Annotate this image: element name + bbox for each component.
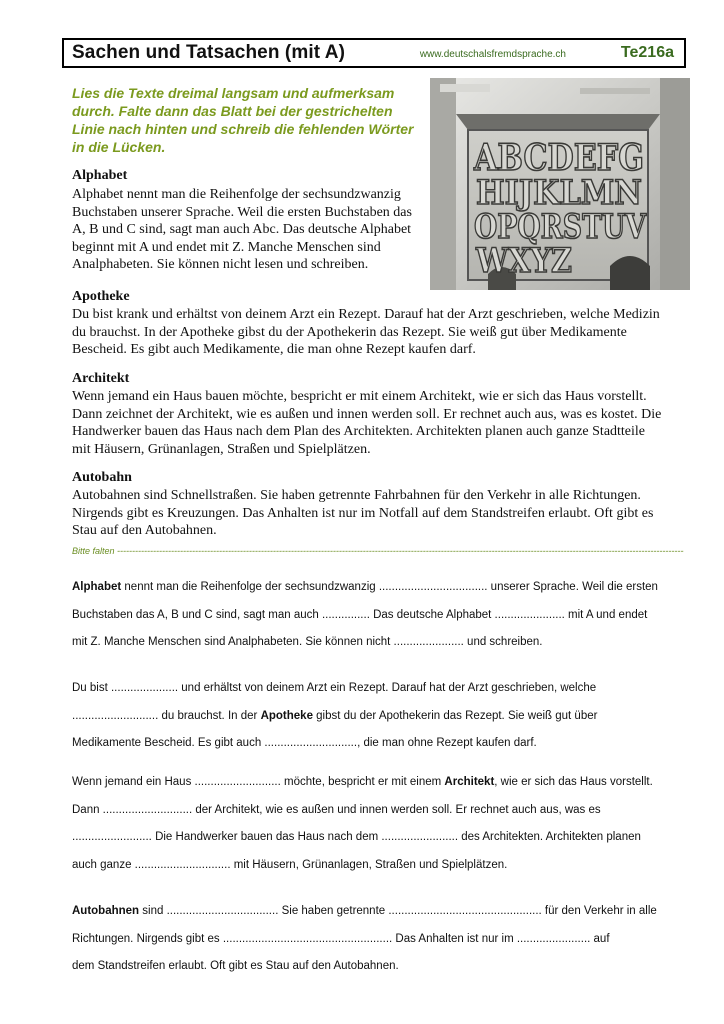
text-line: Bescheid. Es gibt auch Medikamente, die man ohne Rezept kaufen darf. — [72, 342, 476, 357]
cloze-keyword: Autobahnen — [72, 905, 140, 917]
cloze-line — [72, 797, 692, 825]
cloze-text: sind ................................... Sie haben getrennte ................................................ für den Verkehr in alle — [139, 905, 657, 917]
page-title: Sachen und Tatsachen (mit A) — [72, 42, 346, 63]
cloze-keyword: Apotheke — [260, 709, 313, 722]
cloze-line — [72, 602, 692, 630]
cloze-line — [72, 769, 692, 797]
section-text-architekt — [72, 388, 661, 458]
cloze-paragraph-apotheke — [72, 675, 692, 758]
section-text-alphabet — [72, 186, 412, 274]
cloze-paragraph-alphabet — [72, 574, 692, 657]
cloze-text: Wenn jemand ein Haus ........................... möchte, bespricht er mit einem — [72, 776, 445, 788]
text-line: du brauchst. In der Apotheke gibst du der Apothekerin das Rezept. Sie weiß gut über Medikamente — [72, 324, 627, 340]
cloze-paragraph-architekt — [72, 769, 692, 879]
cloze-line — [72, 574, 692, 602]
carved-row-3: OPQRSTUV — [474, 207, 647, 247]
text-line: beginnt mit A und endet mit Z. Manche Menschen sind — [72, 239, 381, 255]
cloze-text: mit Z. Manche Menschen sind Analphabeten. Sie können nicht ...................... und schreiben. — [72, 636, 543, 648]
cloze-text: Dann ............................ der Architekt, wie es außen und innen werden soll. Er rechnet auch aus, was es — [72, 803, 601, 816]
cloze-text: ......................... Die Handwerker bauen das Haus nach dem ........................ des Architekten. Architekten planen — [72, 831, 641, 843]
text-line: Handwerker bauen das Haus nach dem Plan des Architekten. Architekten planen auch ganze Stadtteile — [72, 424, 646, 439]
cloze-keyword: Architekt — [444, 776, 495, 788]
cloze-text: Du bist ..................... und erhältst von deinem Arzt ein Rezept. Darauf hat der Arzt geschrieben, welche — [72, 682, 597, 694]
cloze-line — [72, 730, 692, 758]
cloze-text: dem Standstreifen erlaubt. Oft gibt es Stau auf den Autobahnen. — [72, 960, 399, 972]
instructions-text: Lies die Texte dreimal langsam und aufmerksam durch. Falte dann das Blatt bei der gestrichelten Linie nach hinten und schreib die fehlenden Wörter in die Lücken. — [72, 85, 414, 155]
cloze-line — [72, 703, 692, 731]
cloze-text: Richtungen. Nirgends gibt es ..................................................... Das Anhalten ist nur im ....................... auf — [72, 932, 610, 945]
cloze-keyword: Alphabet — [72, 581, 122, 593]
carved-alphabet-photo — [430, 78, 690, 290]
text-line: Dann zeichnet der Architekt, wie es außen und innen werden soll. Er rechnet auch aus, was es kostet. Die — [72, 406, 662, 422]
cloze-line — [72, 824, 692, 852]
text-line: Autobahnen sind Schnellstraßen. Sie haben getrennte Fahrbahnen für den Verkehr in alle Richtungen. — [72, 488, 641, 503]
cloze-text: Buchstaben das A, B und C sind, sagt man auch ............... Das deutsche Alphabet ...................... mit A und endet — [72, 608, 648, 621]
fold-dashes: --------------------------------------------------------------------------------------------------------------------------------------------------------------------------------------------- — [117, 546, 684, 556]
text-line: Du bist krank und erhältst von deinem Arzt ein Rezept. Darauf hat der Arzt geschrieben, welche Medizin — [72, 307, 660, 322]
cloze-line — [72, 953, 692, 981]
carved-row-1: ABCDEFG — [473, 137, 644, 179]
section-title-alphabet: Alphabet — [72, 168, 128, 183]
cloze-text: auch ganze .............................. mit Häusern, Grünanlagen, Straßen und Spielplätzen. — [72, 858, 508, 871]
worksheet-header — [62, 38, 686, 68]
text-line: A, B und C sind, sagt man auch Abc. Das deutsche Alphabet — [72, 222, 412, 237]
section-text-autobahn — [72, 487, 653, 540]
cloze-text: gibst du der Apothekerin das Rezept. Sie weiß gut über — [312, 709, 598, 722]
text-line: Buchstaben unserer Sprache. Weil die ersten Buchstaben das — [72, 204, 412, 220]
section-title-architekt: Architekt — [72, 371, 130, 386]
cloze-text: ........................... du brauchst. In der — [72, 709, 261, 722]
worksheet-code: Te216a — [620, 44, 674, 61]
cloze-line — [72, 629, 692, 657]
fold-line — [72, 546, 692, 556]
cloze-paragraph-autobahn — [72, 898, 692, 981]
cloze-line — [72, 926, 692, 954]
cloze-text: , wie er sich das Haus vorstellt. — [494, 776, 653, 788]
carved-row-4: WXYZ — [475, 241, 572, 281]
website-label: www.deutschalsfremdsprache.ch — [419, 49, 566, 60]
text-line: Wenn jemand ein Haus bauen möchte, bespricht er mit einem Architekt, wie er sich das Haus vorstellt. — [72, 389, 647, 404]
cloze-text: Medikamente Bescheid. Es gibt auch ............................., die man ohne Rezept kaufen darf. — [72, 737, 537, 749]
text-line: Stau auf den Autobahnen. — [72, 523, 217, 538]
cloze-line — [72, 852, 692, 880]
text-line: mit Häusern, Grünanlagen, Straßen und Spielplätzen. — [72, 441, 371, 457]
cloze-line — [72, 898, 692, 926]
section-text-apotheke — [72, 306, 660, 359]
text-line: Nirgends gibt es Kreuzungen. Das Anhalten ist nur im Notfall auf dem Standstreifen erlaubt. Oft gibt es — [72, 505, 654, 521]
text-line: Analphabeten. Sie können nicht lesen und schreiben. — [72, 257, 369, 272]
fold-label: Bitte falten — [72, 546, 115, 556]
cloze-text: nennt man die Reihenfolge der sechsundzwanzig .................................. unserer Sprache. Weil die ersten — [121, 581, 658, 593]
section-title-apotheke: Apotheke — [72, 289, 130, 304]
section-title-autobahn: Autobahn — [72, 470, 132, 485]
cloze-line — [72, 675, 692, 703]
text-line: Alphabet nennt man die Reihenfolge der sechsundzwanzig — [72, 187, 401, 202]
carved-row-2: HIJKLMN — [476, 173, 642, 213]
